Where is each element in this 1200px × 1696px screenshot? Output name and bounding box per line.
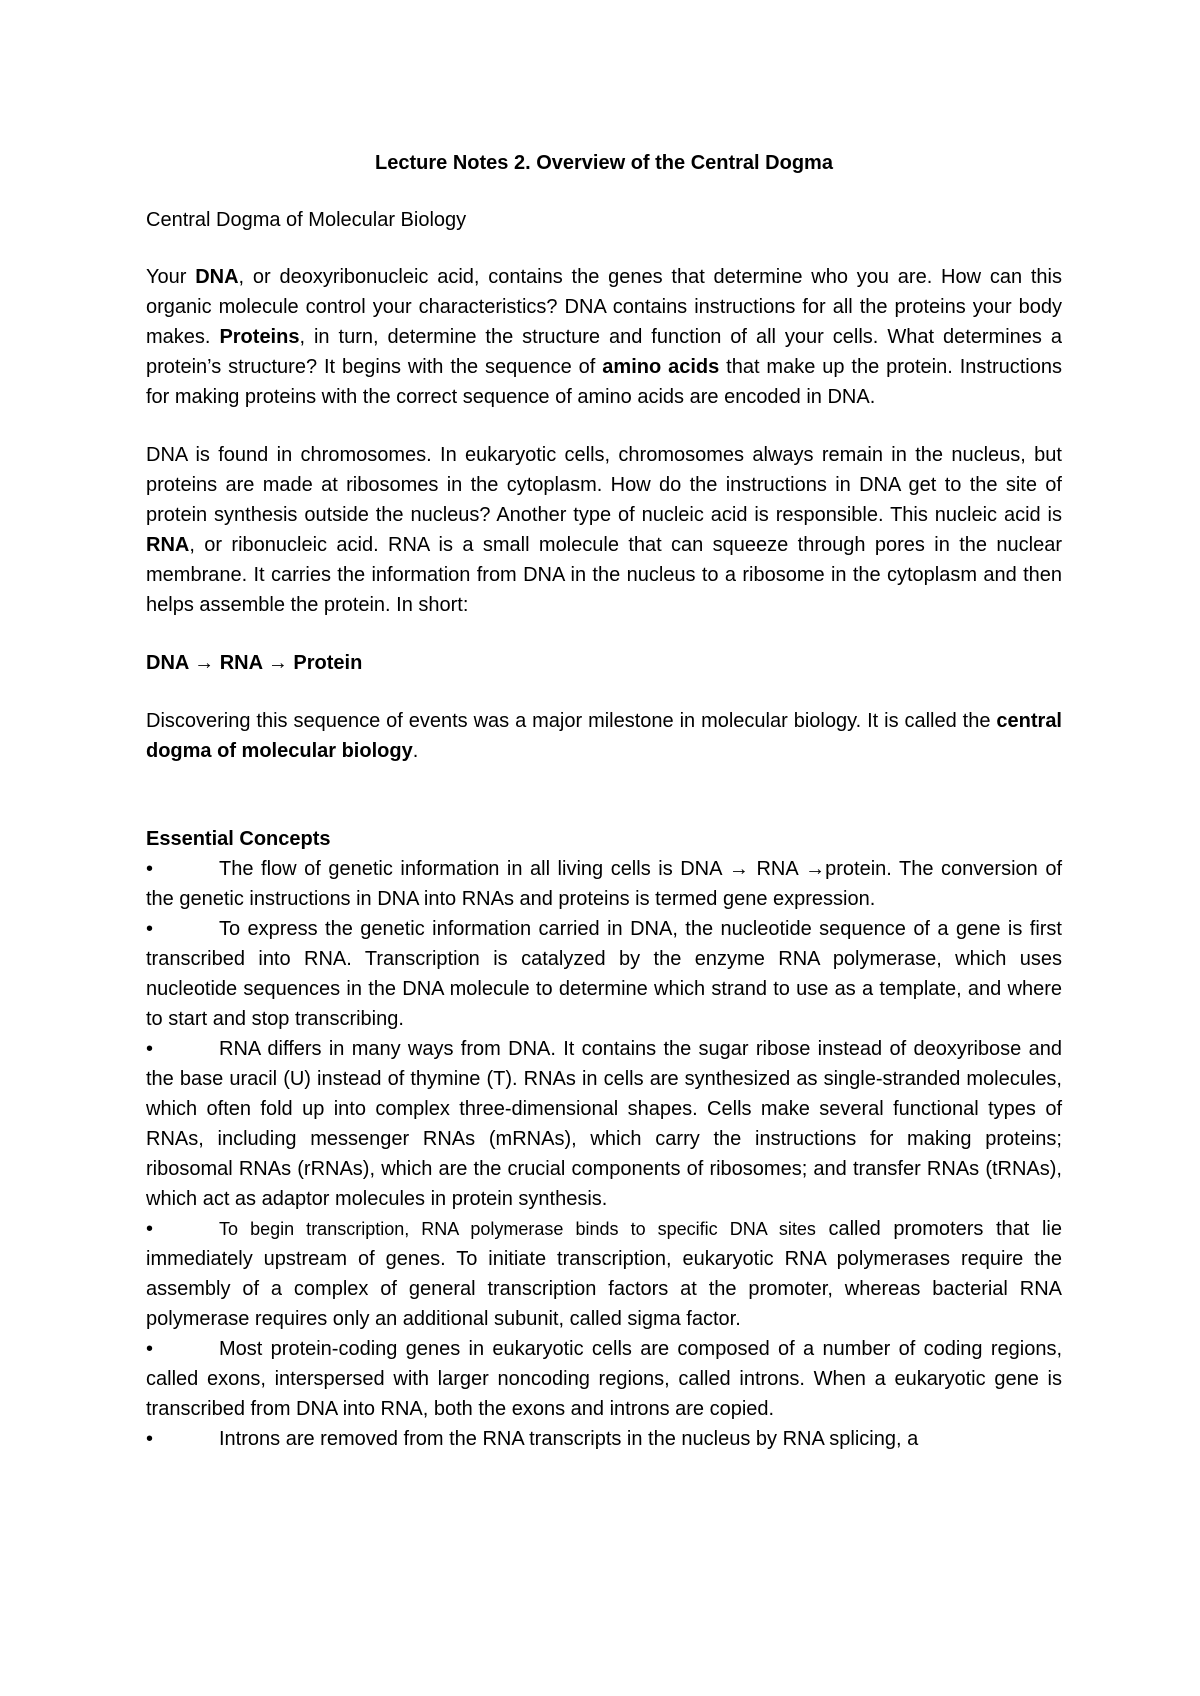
term-proteins: Proteins — [219, 326, 300, 348]
list-item: • To express the genetic information carried in DNA, the nucleotide sequence of a gene is first transcribed into RNA. Transcription is catalyzed by the enzyme RNA polymerase, which uses nucleotide sequences in the DNA molecule to determine which strand to use as a template, and where to start and stop transcribing. — [146, 914, 1062, 1034]
essential-concepts-heading: Essential Concepts — [146, 828, 331, 850]
paragraph-central-dogma: Discovering this sequence of events was a major milestone in molecular biology. It is called the central dogma of molecular biology. — [146, 710, 1062, 762]
bullet-marker: • — [146, 858, 154, 880]
bullet-marker: • — [146, 1038, 154, 1060]
term-central-dogma: central dogma of molecular biology — [146, 710, 1062, 762]
bullet-marker: • — [146, 1338, 154, 1360]
paragraph-rna-intro: DNA is found in chromosomes. In eukaryotic cells, chromosomes always remain in the nucleus, but proteins are made at ribosomes in the cytoplasm. How do the instructions in DNA get to the site of protein synthesis outside the nucleus? Another type of nucleic acid is responsible. This nucleic acid is RNA, or ribonucleic acid. RNA is a small molecule that can squeeze through pores in the nuclear membrane. It carries the information from DNA in the nucleus to a ribosome in the cytoplasm and then helps assemble the protein. In short: — [146, 444, 1062, 616]
list-item: • Most protein-coding genes in eukaryotic cells are composed of a number of coding regions, called exons, interspersed with larger noncoding regions, called introns. When a eukaryotic gene is transcribed from DNA into RNA, both the exons and introns are copied. — [146, 1334, 1062, 1424]
list-item: • RNA differs in many ways from DNA. It contains the sugar ribose instead of deoxyribose and the base uracil (U) instead of thymine (T). RNAs in cells are synthesized as single-stranded molecules, which often fold up into complex three-dimensional shapes. Cells make several functional types of RNAs, including messenger RNAs (mRNAs), which carry the instructions for making proteins; ribosomal RNAs (rRNAs), which are the crucial components of ribosomes; and transfer RNAs (tRNAs), which act as adaptor molecules in protein synthesis. — [146, 1034, 1062, 1214]
section-heading: Central Dogma of Molecular Biology — [146, 209, 467, 231]
list-item: • The flow of genetic information in all living cells is DNA → RNA →protein. The conversion of the genetic instructions in DNA into RNAs and proteins is termed gene expression. — [146, 854, 1062, 914]
term-rna: RNA — [146, 534, 190, 556]
term-dna: DNA — [195, 266, 239, 288]
term-amino-acids: amino acids — [602, 356, 720, 378]
paragraph-dna-intro: Your DNA, or deoxyribonucleic acid, contains the genes that determine who you are. How can this organic molecule control your characteristics? DNA contains instructions for all the proteins your body makes. Proteins, in turn, determine the structure and function of all your cells. What determines a protein’s structure? It begins with the sequence of amino acids that make up the protein. Instructions for making proteins with the correct sequence of amino acids are encoded in DNA. — [146, 266, 1062, 408]
bullet-marker: • — [146, 918, 154, 940]
essential-concepts-list — [146, 854, 1062, 1454]
document-body — [146, 148, 1062, 1454]
list-item: • To begin transcription, RNA polymerase binds to specific DNA sites called promoters that lie immediately upstream of genes. To initiate transcription, eukaryotic RNA polymerases require the assembly of a complex of general transcription factors at the promoter, whereas bacterial RNA polymerase requires only an additional subunit, called sigma factor. — [146, 1214, 1062, 1334]
bullet-marker: • — [146, 1218, 154, 1240]
list-item: • Introns are removed from the RNA transcripts in the nucleus by RNA splicing, a — [146, 1424, 1062, 1454]
central-dogma-flow: DNA → RNA → Protein — [146, 652, 363, 674]
document-title: Lecture Notes 2. Overview of the Central Dogma — [375, 152, 833, 174]
bullet-marker: • — [146, 1428, 154, 1450]
